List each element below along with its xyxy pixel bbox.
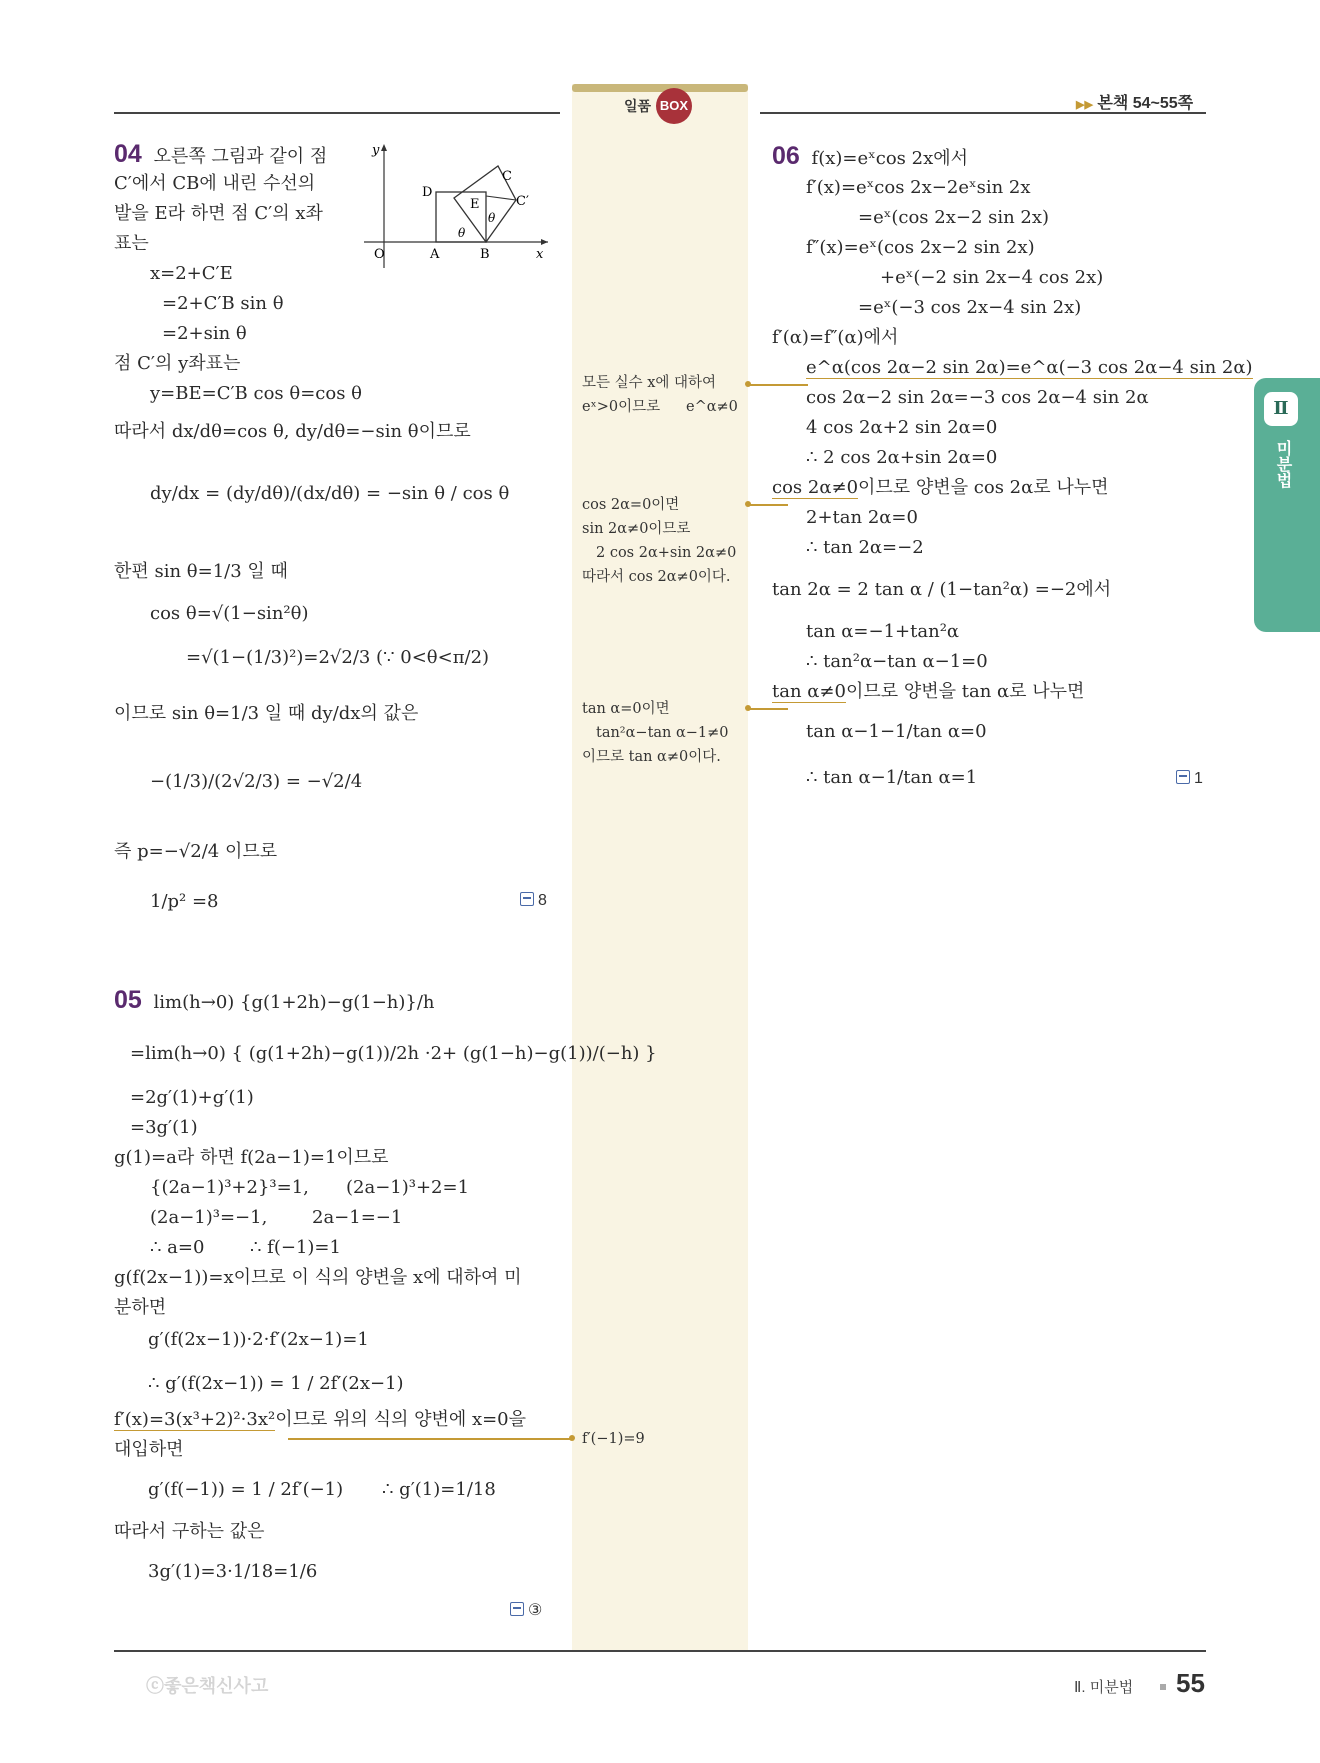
p04-eq3: =2+sin θ [162,323,247,344]
chapter-side-tab[interactable] [1254,378,1320,632]
p04-eq1: x=2+C′E [150,263,233,284]
p06-line2-highlight: cos 2α≠0 [772,477,859,498]
p05-line5: 대입하면 [114,1439,184,1460]
p04-eq7: =√(1−(1/3)²)=2√2/3 (∵ 0<θ<π/2) [186,647,490,668]
p06-answer [1176,770,1203,788]
problem-number: 06 [772,142,800,170]
p05-eq9: ∴ g′(f(2x−1)) = 1 / 2f′(2x−1) [148,1373,404,1394]
p06-eq6-text: e^α(cos 2α−2 sin 2α)=e^α(−3 cos 2α−4 sin 2α) [806,357,1253,378]
problem-04-figure [358,140,558,268]
p04-eq2: =2+C′B sin θ [162,293,284,314]
p06-eq14: ∴ tan²α−tan α−1=0 [806,651,988,672]
p05-eq3: =2g′(1)+g′(1) [130,1087,254,1108]
note-text: tan α=0이면 [582,701,670,717]
problem-04-line3: 발을 E라 하면 점 C′의 x좌 [114,203,323,224]
p05-line1: g(1)=a라 하면 f(2a−1)=1이므로 [114,1147,389,1168]
page-reference-text: 본책 54~55쪽 [1097,95,1194,112]
p05-eq10: g′(f(−1)) = 1 / 2f′(−1) [148,1479,344,1500]
p04-line9: 즉 p=−√2/4 이므로 [114,841,278,862]
figure-label-B: B [480,247,490,262]
p06-eq3: f″(x)=eˣ(cos 2x−2 sin 2x) [806,237,1035,258]
note-text: 모든 실수 x에 대하여 [582,375,717,391]
problem-number: 05 [114,986,142,1014]
p05-line6: 따라서 구하는 값은 [114,1521,265,1542]
p06-eq12: tan 2α = 2 tan α / (1−tan²α) =−2에서 [772,579,1112,600]
leader-line [748,708,788,710]
figure-label-x: x [536,247,544,262]
figure-label-E: E [470,197,480,212]
figure-label-A: A [430,247,440,262]
page-number: 55 [1176,1668,1205,1698]
p05-eq5b: (2a−1)³+2=1 [346,1177,470,1198]
chapter-label [1268,440,1294,488]
answer-icon [510,1602,524,1616]
note-text: 이므로 tan α≠0이다. [582,749,721,765]
answer-value: 8 [538,892,547,909]
p06-eq16: ∴ tan α−1/tan α=1 [806,767,978,788]
note-text: cos 2α=0이면 [582,497,680,513]
p06-eq10: 2+tan 2α=0 [806,507,918,528]
text: f(x)=eˣcos 2x에서 [811,148,969,169]
p06-line3 [772,680,1084,704]
footer-separator-dot [1160,1684,1166,1690]
header-rule-left [114,112,560,114]
p05-eq4: =3g′(1) [130,1117,198,1138]
footer-rule [114,1650,1206,1652]
p05-line4-highlight: f′(x)=3(x³+2)²·3x² [114,1409,276,1430]
p05-eq8: g′(f(2x−1))·2·f′(2x−1)=1 [148,1329,369,1350]
footer-chapter: Ⅱ. 미분법 [1074,1679,1134,1696]
figure-label-y: y [372,143,380,158]
p05-line3: 분하면 [114,1297,167,1318]
p05-line4 [114,1408,526,1432]
p04-eq5: dy/dx = (dy/dθ)/(dx/dθ) = −sin θ / cos θ [150,483,510,504]
problem-06-line0 [772,144,968,171]
figure-label-O: O [374,247,385,262]
text: 오른쪽 그림과 같이 점 [153,146,328,167]
p04-eq6: cos θ=√(1−sin²θ) [150,603,309,624]
p04-line7: 한편 sin θ=1/3 일 때 [114,561,288,582]
p04-eq9: 1/p² =8 [150,891,219,912]
p04-line5: 점 C′의 y좌표는 [114,353,241,374]
chapter-roman-badge [1264,392,1298,426]
p06-line2 [772,476,1109,500]
answer-icon [1176,770,1190,784]
p06-eq7: cos 2α−2 sin 2α=−3 cos 2α−4 sin 2α [806,387,1149,408]
p06-line3-rest: 이므로 양변을 tan α로 나누면 [845,681,1085,702]
p05-eq6b: 2a−1=−1 [312,1207,403,1228]
figure-label-C-prime: C′ [516,194,529,209]
text: lim(h→0) {g(1+2h)−g(1−h)}/h [153,992,435,1013]
leader-line [748,384,808,386]
p04-eq4: y=BE=C′B cos θ=cos θ [150,383,363,404]
p06-eq13: tan α=−1+tan²α [806,621,960,642]
note-text: eˣ>0이므로 [582,399,661,415]
figure-label-D: D [422,185,433,200]
p05-eq10b: ∴ g′(1)=1/18 [382,1479,496,1500]
p06-line2-rest: 이므로 양변을 cos 2α로 나누면 [858,477,1109,498]
p05-eq2: =lim(h→0) { (g(1+2h)−g(1))/2h ·2+ (g(1−h)−g(1))/(−h) } [130,1043,657,1064]
p06-eq9: ∴ 2 cos 2α+sin 2α=0 [806,447,998,468]
p06-eq4: +eˣ(−2 sin 2x−4 cos 2x) [880,267,1104,288]
box-label-text: 일품 [624,98,652,114]
p06-eq5: =eˣ(−3 cos 2x−4 sin 2x) [858,297,1082,318]
margin-column-top-bar [572,84,748,92]
p04-eq8: −(1/3)/(2√2/3) = −√2/4 [150,771,363,792]
note-text: f′(−1)=9 [582,1431,645,1447]
box-label [624,96,651,116]
answer-icon [520,892,534,906]
p04-answer [520,892,547,910]
note-text: e^α≠0 [686,399,738,415]
note-text: 2 cos 2α+sin 2α≠0 [596,545,737,561]
problem-number: 04 [114,140,142,168]
p05-line4-rest: 이므로 위의 식의 양변에 x=0을 [275,1409,527,1430]
footer-copyright: ⓒ좋은책신사고 [146,1676,269,1696]
chapter-roman: Ⅱ [1273,398,1289,419]
note-text: 따라서 cos 2α≠0이다. [582,569,731,585]
p06-eq1: f′(x)=eˣcos 2x−2eˣsin 2x [806,177,1031,198]
box-badge-text: BOX [659,98,689,113]
problem-04-line1 [114,142,327,169]
p06-eq6 [806,356,1253,380]
p05-answer [510,1600,542,1620]
note-text: sin 2α≠0이므로 [582,521,691,537]
p06-eq11: ∴ tan 2α=−2 [806,537,924,558]
box-badge [656,88,692,124]
p05-eq7b: ∴ f(−1)=1 [250,1237,341,1258]
problem-04-line2: C′에서 CB에 내린 수선의 [114,173,316,194]
p06-eq8: 4 cos 2α+2 sin 2α=0 [806,417,998,438]
figure-label-C: C [502,169,512,184]
p05-line2: g(f(2x−1))=x이므로 이 식의 양변을 x에 대하여 미 [114,1267,522,1288]
p06-line3-highlight: tan α≠0 [772,681,846,702]
leader-dot [569,1435,575,1441]
leader-line [288,1438,572,1440]
p05-eq6: (2a−1)³=−1, [150,1207,268,1228]
problem-04-line4: 표는 [114,233,149,254]
p04-line6: 따라서 dx/dθ=cos θ, dy/dθ=−sin θ이므로 [114,421,471,442]
note-text: tan²α−tan α−1≠0 [596,725,729,741]
chapter-label-text: 미분법 [1274,440,1291,488]
leader-line [748,504,788,506]
p06-line1: f′(α)=f″(α)에서 [772,327,899,348]
answer-value: ③ [528,1602,543,1619]
answer-value: 1 [1194,770,1203,787]
page-reference: ▶▶ 본책 54~55쪽 [1076,95,1194,112]
p05-eq11: 3g′(1)=3·1/18=1/6 [148,1561,318,1582]
p05-eq5: {(2a−1)³+2}³=1, [150,1177,309,1198]
p04-line8: 이므로 sin θ=1/3 일 때 dy/dx의 값은 [114,703,419,724]
p06-eq15: tan α−1−1/tan α=0 [806,721,987,742]
p06-eq2: =eˣ(cos 2x−2 sin 2x) [858,207,1050,228]
figure-label-theta: θ [488,211,496,225]
p05-eq7: ∴ a=0 [150,1237,205,1258]
figure-label-theta-2: θ [458,226,466,240]
margin-column [572,84,748,1650]
problem-05-line1 [114,988,435,1015]
